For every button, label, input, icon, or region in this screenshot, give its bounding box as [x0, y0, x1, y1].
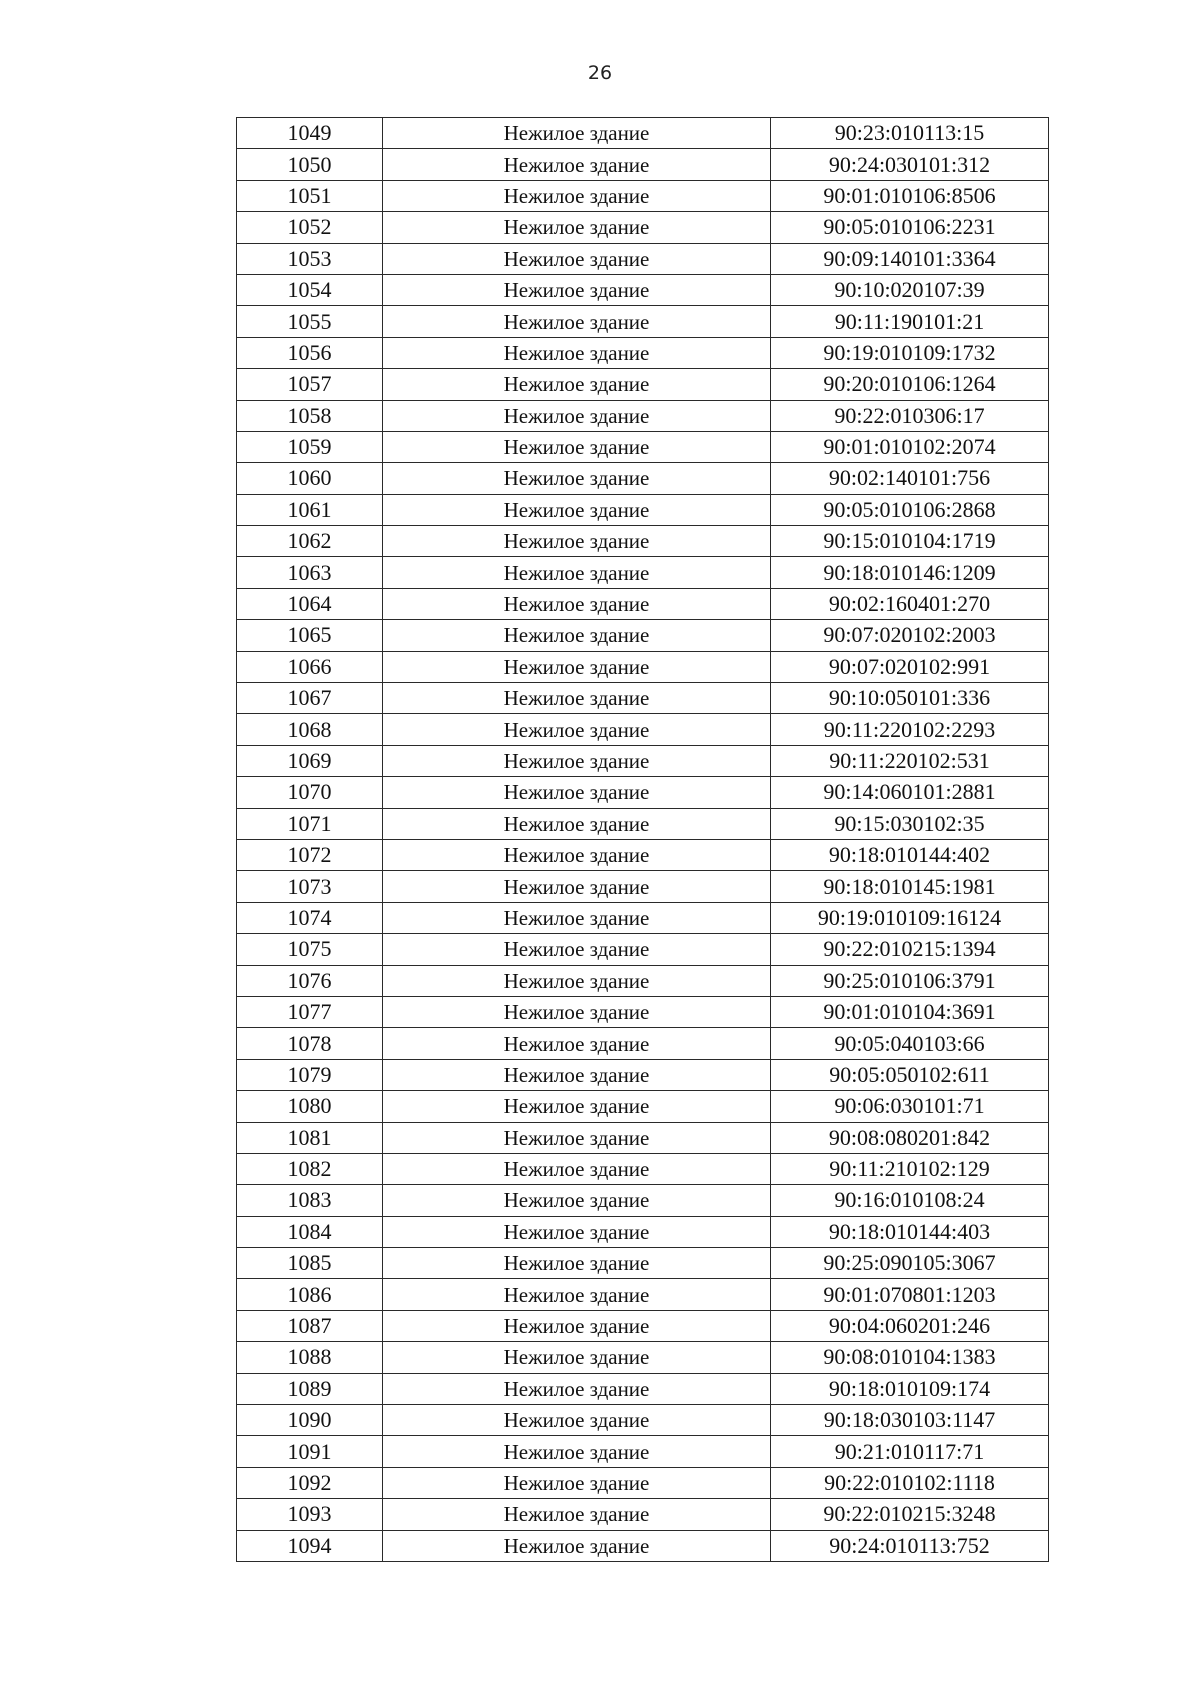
table-row	[237, 588, 1049, 619]
object-type-cell: Нежилое здание	[383, 777, 771, 808]
table-row	[237, 1467, 1049, 1498]
cadastral-number-cell: 90:05:040103:66	[771, 1028, 1049, 1059]
object-type-cell: Нежилое здание	[383, 1405, 771, 1436]
object-type-cell: Нежилое здание	[383, 714, 771, 745]
table-row	[237, 934, 1049, 965]
row-number-cell: 1072	[237, 839, 383, 870]
cadastral-number-cell: 90:05:050102:611	[771, 1059, 1049, 1090]
table-row	[237, 1122, 1049, 1153]
row-number-cell: 1054	[237, 274, 383, 305]
object-type-cell: Нежилое здание	[383, 620, 771, 651]
table-row	[237, 557, 1049, 588]
row-number-cell: 1060	[237, 463, 383, 494]
table-row	[237, 1436, 1049, 1467]
object-type-cell: Нежилое здание	[383, 337, 771, 368]
object-type-cell: Нежилое здание	[383, 1153, 771, 1184]
object-type-cell: Нежилое здание	[383, 557, 771, 588]
table-row	[237, 494, 1049, 525]
row-number-cell: 1049	[237, 118, 383, 149]
cadastral-number-cell: 90:14:060101:2881	[771, 777, 1049, 808]
row-number-cell: 1085	[237, 1248, 383, 1279]
object-type-cell: Нежилое здание	[383, 118, 771, 149]
table-row	[237, 463, 1049, 494]
table-row	[237, 526, 1049, 557]
table-row	[237, 431, 1049, 462]
table-row	[237, 871, 1049, 902]
object-type-cell: Нежилое здание	[383, 1216, 771, 1247]
object-type-cell: Нежилое здание	[383, 212, 771, 243]
cadastral-number-cell: 90:18:010145:1981	[771, 871, 1049, 902]
table-row	[237, 149, 1049, 180]
cadastral-number-cell: 90:21:010117:71	[771, 1436, 1049, 1467]
table-row	[237, 1059, 1049, 1090]
row-number-cell: 1056	[237, 337, 383, 368]
object-type-cell: Нежилое здание	[383, 839, 771, 870]
row-number-cell: 1083	[237, 1185, 383, 1216]
table-row	[237, 1216, 1049, 1247]
object-type-cell: Нежилое здание	[383, 902, 771, 933]
table-row	[237, 1248, 1049, 1279]
row-number-cell: 1067	[237, 683, 383, 714]
cadastral-number-cell: 90:22:010306:17	[771, 400, 1049, 431]
table-row	[237, 118, 1049, 149]
table-row	[237, 243, 1049, 274]
cadastral-number-cell: 90:06:030101:71	[771, 1091, 1049, 1122]
cadastral-number-cell: 90:18:010109:174	[771, 1373, 1049, 1404]
row-number-cell: 1051	[237, 180, 383, 211]
row-number-cell: 1084	[237, 1216, 383, 1247]
table-row	[237, 180, 1049, 211]
object-type-cell: Нежилое здание	[383, 1059, 771, 1090]
cadastral-number-cell: 90:01:070801:1203	[771, 1279, 1049, 1310]
table-row	[237, 1499, 1049, 1530]
row-number-cell: 1080	[237, 1091, 383, 1122]
table-row	[237, 1279, 1049, 1310]
table-row	[237, 1310, 1049, 1341]
property-registry-table	[236, 117, 1049, 1562]
row-number-cell: 1062	[237, 526, 383, 557]
row-number-cell: 1087	[237, 1310, 383, 1341]
cadastral-number-cell: 90:18:010144:402	[771, 839, 1049, 870]
cadastral-number-cell: 90:11:220102:2293	[771, 714, 1049, 745]
row-number-cell: 1073	[237, 871, 383, 902]
table-row	[237, 1373, 1049, 1404]
row-number-cell: 1068	[237, 714, 383, 745]
table-row	[237, 651, 1049, 682]
table-row	[237, 274, 1049, 305]
cadastral-number-cell: 90:24:030101:312	[771, 149, 1049, 180]
cadastral-number-cell: 90:05:010106:2868	[771, 494, 1049, 525]
cadastral-number-cell: 90:22:010215:1394	[771, 934, 1049, 965]
row-number-cell: 1094	[237, 1530, 383, 1561]
table-row	[237, 1153, 1049, 1184]
row-number-cell: 1089	[237, 1373, 383, 1404]
cadastral-number-cell: 90:22:010215:3248	[771, 1499, 1049, 1530]
object-type-cell: Нежилое здание	[383, 180, 771, 211]
cadastral-number-cell: 90:18:030103:1147	[771, 1405, 1049, 1436]
object-type-cell: Нежилое здание	[383, 431, 771, 462]
object-type-cell: Нежилое здание	[383, 1248, 771, 1279]
row-number-cell: 1088	[237, 1342, 383, 1373]
object-type-cell: Нежилое здание	[383, 871, 771, 902]
table-row	[237, 306, 1049, 337]
row-number-cell: 1065	[237, 620, 383, 651]
row-number-cell: 1064	[237, 588, 383, 619]
cadastral-number-cell: 90:11:220102:531	[771, 745, 1049, 776]
cadastral-number-cell: 90:08:080201:842	[771, 1122, 1049, 1153]
table-row	[237, 1342, 1049, 1373]
object-type-cell: Нежилое здание	[383, 400, 771, 431]
object-type-cell: Нежилое здание	[383, 1499, 771, 1530]
cadastral-number-cell: 90:15:030102:35	[771, 808, 1049, 839]
table-row	[237, 1530, 1049, 1561]
object-type-cell: Нежилое здание	[383, 1091, 771, 1122]
cadastral-number-cell: 90:07:020102:2003	[771, 620, 1049, 651]
row-number-cell: 1057	[237, 369, 383, 400]
object-type-cell: Нежилое здание	[383, 588, 771, 619]
cadastral-number-cell: 90:25:010106:3791	[771, 965, 1049, 996]
cadastral-number-cell: 90:01:010106:8506	[771, 180, 1049, 211]
table-row	[237, 369, 1049, 400]
row-number-cell: 1078	[237, 1028, 383, 1059]
cadastral-number-cell: 90:10:020107:39	[771, 274, 1049, 305]
cadastral-number-cell: 90:09:140101:3364	[771, 243, 1049, 274]
table-row	[237, 620, 1049, 651]
object-type-cell: Нежилое здание	[383, 1373, 771, 1404]
row-number-cell: 1061	[237, 494, 383, 525]
table-row	[237, 400, 1049, 431]
cadastral-number-cell: 90:18:010146:1209	[771, 557, 1049, 588]
row-number-cell: 1071	[237, 808, 383, 839]
cadastral-number-cell: 90:18:010144:403	[771, 1216, 1049, 1247]
row-number-cell: 1063	[237, 557, 383, 588]
object-type-cell: Нежилое здание	[383, 1279, 771, 1310]
cadastral-number-cell: 90:19:010109:1732	[771, 337, 1049, 368]
cadastral-number-cell: 90:16:010108:24	[771, 1185, 1049, 1216]
table-row	[237, 808, 1049, 839]
object-type-cell: Нежилое здание	[383, 996, 771, 1027]
row-number-cell: 1082	[237, 1153, 383, 1184]
table-row	[237, 839, 1049, 870]
cadastral-number-cell: 90:11:190101:21	[771, 306, 1049, 337]
row-number-cell: 1081	[237, 1122, 383, 1153]
table-row	[237, 714, 1049, 745]
object-type-cell: Нежилое здание	[383, 1436, 771, 1467]
cadastral-number-cell: 90:01:010104:3691	[771, 996, 1049, 1027]
table-row	[237, 683, 1049, 714]
row-number-cell: 1069	[237, 745, 383, 776]
row-number-cell: 1093	[237, 1499, 383, 1530]
row-number-cell: 1059	[237, 431, 383, 462]
row-number-cell: 1090	[237, 1405, 383, 1436]
table-row	[237, 1405, 1049, 1436]
cadastral-number-cell: 90:23:010113:15	[771, 118, 1049, 149]
object-type-cell: Нежилое здание	[383, 369, 771, 400]
cadastral-number-cell: 90:04:060201:246	[771, 1310, 1049, 1341]
row-number-cell: 1086	[237, 1279, 383, 1310]
table-row	[237, 902, 1049, 933]
table-row	[237, 1091, 1049, 1122]
object-type-cell: Нежилое здание	[383, 651, 771, 682]
row-number-cell: 1074	[237, 902, 383, 933]
row-number-cell: 1052	[237, 212, 383, 243]
cadastral-number-cell: 90:05:010106:2231	[771, 212, 1049, 243]
object-type-cell: Нежилое здание	[383, 1467, 771, 1498]
row-number-cell: 1077	[237, 996, 383, 1027]
cadastral-number-cell: 90:25:090105:3067	[771, 1248, 1049, 1279]
row-number-cell: 1050	[237, 149, 383, 180]
table-row	[237, 1185, 1049, 1216]
cadastral-number-cell: 90:01:010102:2074	[771, 431, 1049, 462]
table-row	[237, 337, 1049, 368]
object-type-cell: Нежилое здание	[383, 149, 771, 180]
registry-table-body	[237, 118, 1049, 1562]
object-type-cell: Нежилое здание	[383, 526, 771, 557]
object-type-cell: Нежилое здание	[383, 808, 771, 839]
row-number-cell: 1079	[237, 1059, 383, 1090]
cadastral-number-cell: 90:07:020102:991	[771, 651, 1049, 682]
cadastral-number-cell: 90:02:140101:756	[771, 463, 1049, 494]
row-number-cell: 1092	[237, 1467, 383, 1498]
row-number-cell: 1053	[237, 243, 383, 274]
object-type-cell: Нежилое здание	[383, 306, 771, 337]
row-number-cell: 1070	[237, 777, 383, 808]
cadastral-number-cell: 90:24:010113:752	[771, 1530, 1049, 1561]
table-row	[237, 777, 1049, 808]
table-row	[237, 996, 1049, 1027]
object-type-cell: Нежилое здание	[383, 1185, 771, 1216]
object-type-cell: Нежилое здание	[383, 1028, 771, 1059]
cadastral-number-cell: 90:02:160401:270	[771, 588, 1049, 619]
object-type-cell: Нежилое здание	[383, 683, 771, 714]
object-type-cell: Нежилое здание	[383, 243, 771, 274]
object-type-cell: Нежилое здание	[383, 965, 771, 996]
object-type-cell: Нежилое здание	[383, 463, 771, 494]
row-number-cell: 1066	[237, 651, 383, 682]
object-type-cell: Нежилое здание	[383, 1122, 771, 1153]
row-number-cell: 1058	[237, 400, 383, 431]
object-type-cell: Нежилое здание	[383, 1310, 771, 1341]
table-row	[237, 965, 1049, 996]
cadastral-number-cell: 90:11:210102:129	[771, 1153, 1049, 1184]
object-type-cell: Нежилое здание	[383, 934, 771, 965]
cadastral-number-cell: 90:19:010109:16124	[771, 902, 1049, 933]
object-type-cell: Нежилое здание	[383, 274, 771, 305]
object-type-cell: Нежилое здание	[383, 1530, 771, 1561]
cadastral-number-cell: 90:20:010106:1264	[771, 369, 1049, 400]
row-number-cell: 1075	[237, 934, 383, 965]
cadastral-number-cell: 90:08:010104:1383	[771, 1342, 1049, 1373]
cadastral-number-cell: 90:15:010104:1719	[771, 526, 1049, 557]
table-row	[237, 1028, 1049, 1059]
table-row	[237, 212, 1049, 243]
row-number-cell: 1076	[237, 965, 383, 996]
row-number-cell: 1055	[237, 306, 383, 337]
object-type-cell: Нежилое здание	[383, 745, 771, 776]
object-type-cell: Нежилое здание	[383, 1342, 771, 1373]
table-row	[237, 745, 1049, 776]
row-number-cell: 1091	[237, 1436, 383, 1467]
page-number: 26	[587, 62, 613, 84]
cadastral-number-cell: 90:22:010102:1118	[771, 1467, 1049, 1498]
object-type-cell: Нежилое здание	[383, 494, 771, 525]
cadastral-number-cell: 90:10:050101:336	[771, 683, 1049, 714]
